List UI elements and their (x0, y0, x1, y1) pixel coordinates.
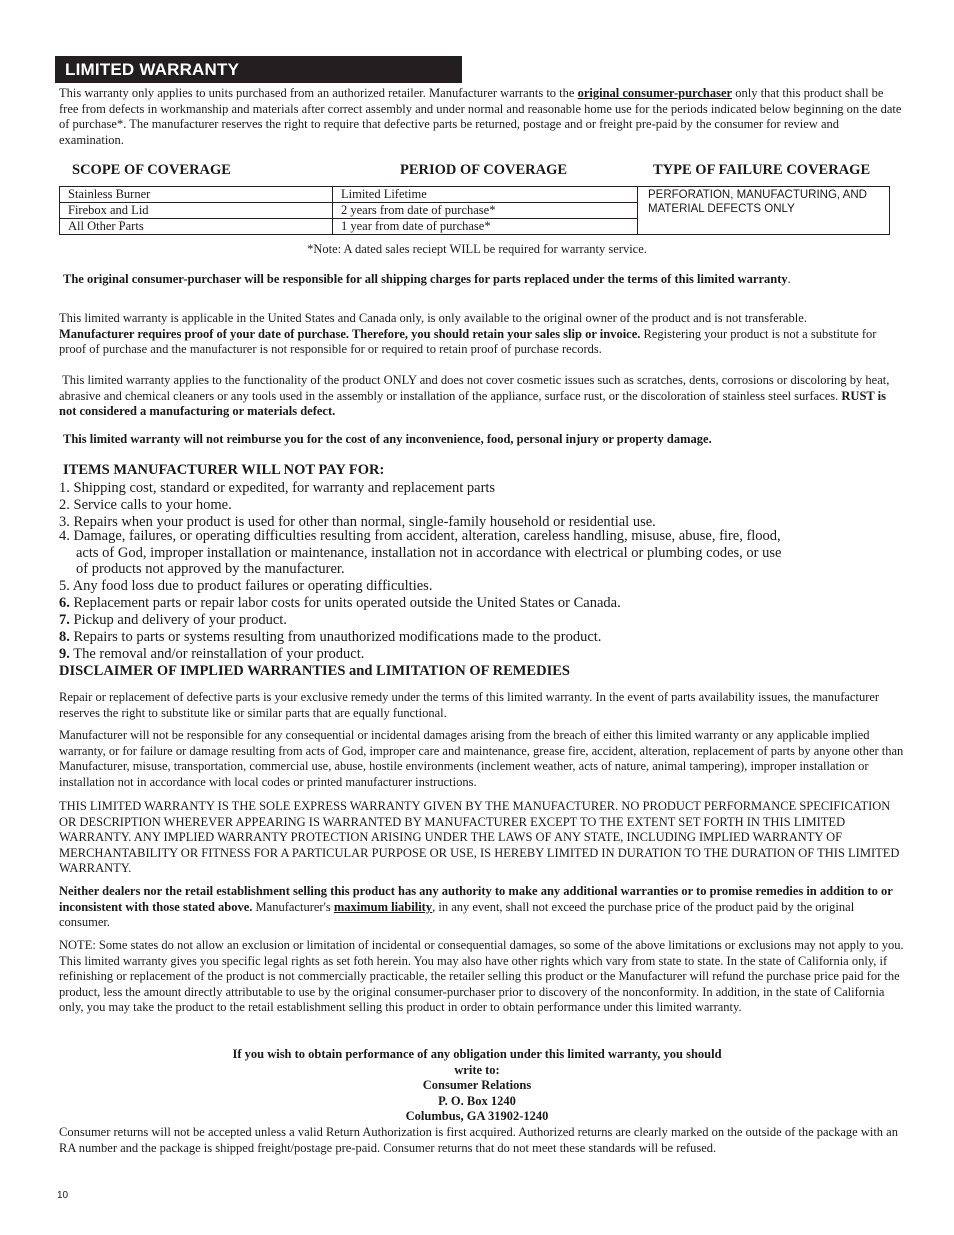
applicability-paragraph (59, 311, 905, 358)
disclaimer-paragraph-3: THIS LIMITED WARRANTY IS THE SOLE EXPRESS WARRANTY GIVEN BY THE MANUFACTURER. NO PRODUCT PERFORMANCE SPECIFICATION OR DESCRIPTION WHEREVER APPEARING IS WARRANTED BY MANUFACTURER EXCEPT TO THE EXTENT SET FORTH IN THIS LIMITED WARRANTY. ANY IMPLIED WARRANTY PROTECTION ARISING UNDER THE LAWS OF ANY STATE, INCLUDING IMPLIED WARRANTY OF MERCHANTABILITY OR FITNESS FOR A PARTICULAR PURPOSE OR USE, IS HEREBY LIMITED IN DURATION TO THE DURATION OF THIS LIMITED WARRANTY. (59, 799, 900, 876)
returns-paragraph: Consumer returns will not be accepted unless a valid Return Authorization is first acquired. Authorized returns are clearly marked on the outside of the package with an RA number and the package is shipped freight/postage pre-paid. Consumer returns that do not meet these standards will be refused. (59, 1125, 898, 1155)
shipping-paragraph: The original consumer-purchaser will be responsible for all shipping charges for parts replaced under the terms of this limited warranty. (63, 272, 791, 286)
coverage-table (59, 186, 890, 235)
page-title: LIMITED WARRANTY (55, 56, 462, 83)
list-item: 2. Service calls to your home. (59, 497, 232, 513)
disclaimer-text: Manufacturer's (252, 899, 334, 914)
scope-cell: Stainless Burner (60, 187, 333, 203)
list-item-text: Replacement parts or repair labor costs for units operated outside the United States or Canada. (69, 594, 621, 611)
contact-line: write to: (454, 1062, 500, 1077)
functionality-bold: RUST is not considered a manufacturing or materials defect. (59, 388, 886, 419)
period-cell: 2 years from date of purchase* (333, 203, 638, 219)
list-item-number: 7. (59, 611, 70, 628)
disclaimer-title: DISCLAIMER OF IMPLIED WARRANTIES and LIMITATION OF REMEDIES (59, 663, 570, 679)
list-item-text: Repairs to parts or systems resulting from unauthorized modifications made to the product. (69, 628, 602, 645)
list-item: 1. Shipping cost, standard or expedited, for warranty and replacement parts (59, 480, 496, 496)
inconvenience-paragraph: This limited warranty will not reimburse you for the cost of any inconvenience, food, personal injury or property damage. (63, 432, 712, 446)
functionality-paragraph (59, 373, 905, 420)
intro-emphasis: original consumer-purchaser (577, 86, 733, 100)
list-item-number: 6. (59, 594, 70, 611)
list-item (59, 629, 879, 646)
disclaimer-bold: Neither dealers nor the retail establishment selling this product has any authority to make any additional warranties or to promise remedies in addition to or inconsistent with those stated above. (59, 884, 893, 914)
applicability-bold: Manufacturer requires proof of your date of purchase. Therefore, you should retain your sales slip or invoice. (59, 326, 641, 341)
coverage-header-scope: SCOPE OF COVERAGE (72, 162, 231, 178)
page-number: 10 (57, 1190, 69, 1201)
period-cell: 1 year from date of purchase* (333, 219, 638, 235)
list-item (59, 612, 879, 629)
table-row (60, 187, 890, 203)
items-title: ITEMS MANUFACTURER WILL NOT PAY FOR: (63, 462, 385, 478)
disclaimer-paragraph-2: Manufacturer will not be responsible for any consequential or incidental damages arising from the breach of either this limited warranty or any applicable implied warranty, or for failure or damage resulting from acts of God, improper care and maintenance, grease fire, accident, alteration, replacement of parts by anyone other than Manufacturer, misuse, transportation, commercial use, abuse, hostile environments (inclement weather, acts of nature, animal tampering), improper installation or installation not in accordance with local codes or printed manufacturer instructions. (59, 728, 904, 789)
list-item-number: 9. (59, 645, 70, 662)
disclaimer-paragraph-4 (59, 884, 905, 931)
applicability-text-2: Registering your product is not a substitute for proof of purchase and the manufacturer is not responsible for or required to retain proof of purchase records. (59, 326, 877, 357)
disclaimer-text-2: , in any event, shall not exceed the purchase price of the product paid by the original consumer. (59, 899, 855, 930)
list-item-text: Pickup and delivery of your product. (69, 611, 287, 628)
disclaimer-paragraph-5: NOTE: Some states do not allow an exclusion or limitation of incidental or consequential damages, so some of the above limitations or exclusions may not apply to you. This limited warranty gives you specific legal rights as set foth herein. You may also have other rights which vary from state to state. In the state of California only, if refinishing or replacement of the product is not commercially practicable, the retailer selling this product or the Manufacturer will refund the purchase price paid for the product, less the amount directly attributable to use by the original consumer-purchaser prior to discovery of the nonconformity. In addition, in the state of California only, you may take the product to the retail establishment selling this product in order to obtain performance under this limited warranty. (59, 938, 904, 1015)
contact-block (0, 1047, 954, 1125)
coverage-note: *Note: A dated sales reciept WILL be required for warranty service. (307, 242, 647, 256)
contact-line: Consumer Relations (422, 1078, 532, 1093)
functionality-text: This limited warranty applies to the functionality of the product ONLY and does not cover cosmetic issues such as scratches, dents, corrosions or discoloring by heat, abrasive and chemical cleaners or any tools used in the assembly or installation of the appliance, surface rust, or the discoloration of stainless steel surfaces. (59, 373, 890, 403)
coverage-header-period: PERIOD OF COVERAGE (400, 162, 568, 178)
max-liability-emphasis: maximum liability (333, 899, 433, 914)
scope-cell: All Other Parts (60, 219, 333, 235)
list-item: 5. Any food loss due to product failures or operating difficulties. (59, 577, 433, 594)
applicability-text: This limited warranty is applicable in the United States and Canada only, is only available to the original owner of the product and is not transferable. (59, 311, 807, 325)
list-item-text: acts of God, improper installation or maintenance, installation not in accordance with electrical or plumbing codes, or use (76, 544, 782, 561)
period-cell: Limited Lifetime (333, 187, 638, 203)
list-item: 3. Repairs when your product is used for other than normal, single-family household or residential use. (59, 514, 656, 530)
failure-type-cell: PERFORATION, MANUFACTURING, AND MATERIAL DEFECTS ONLY (638, 187, 890, 235)
list-item-text: of products not approved by the manufacturer. (76, 561, 345, 577)
intro-text: This warranty only applies to units purchased from an authorized retailer. Manufacturer warrants to the (59, 86, 578, 100)
scope-cell: Firebox and Lid (60, 203, 333, 219)
items-list (59, 480, 879, 663)
list-item (59, 528, 879, 578)
list-item-number: 8. (59, 628, 70, 645)
shipping-text: The original consumer-purchaser will be responsible for all shipping charges for parts replaced under the terms of this limited warranty (63, 272, 788, 286)
coverage-header-type: TYPE OF FAILURE COVERAGE (653, 162, 871, 178)
contact-line: P. O. Box 1240 (438, 1093, 516, 1108)
intro-paragraph (59, 86, 905, 148)
disclaimer-paragraph-1: Repair or replacement of defective parts is your exclusive remedy under the terms of this limited warranty. In the event of parts availability issues, the manufacturer reserves the right to substitute like or similar parts that are equally functional. (59, 690, 880, 720)
list-item (59, 595, 879, 612)
contact-line: If you wish to obtain performance of any obligation under this limited warranty, you should (232, 1047, 722, 1061)
list-item (59, 646, 879, 663)
list-item-text: The removal and/or reinstallation of your product. (69, 645, 365, 662)
contact-line: Columbus, GA 31902-1240 (405, 1109, 549, 1124)
list-item-text: 4. Damage, failures, or operating difficulties resulting from accident, alteration, careless handling, misuse, abuse, fire, flood, (59, 528, 781, 544)
intro-text-2: only that this product shall be free from defects in workmanship and materials after correct assembly and under normal and reasonable home use for the periods indicated below beginning on the date of purchase*. The manufacturer reserves the right to require that defective parts be returned, postage and or freight pre-paid by the consumer for review and examination. (59, 86, 902, 147)
